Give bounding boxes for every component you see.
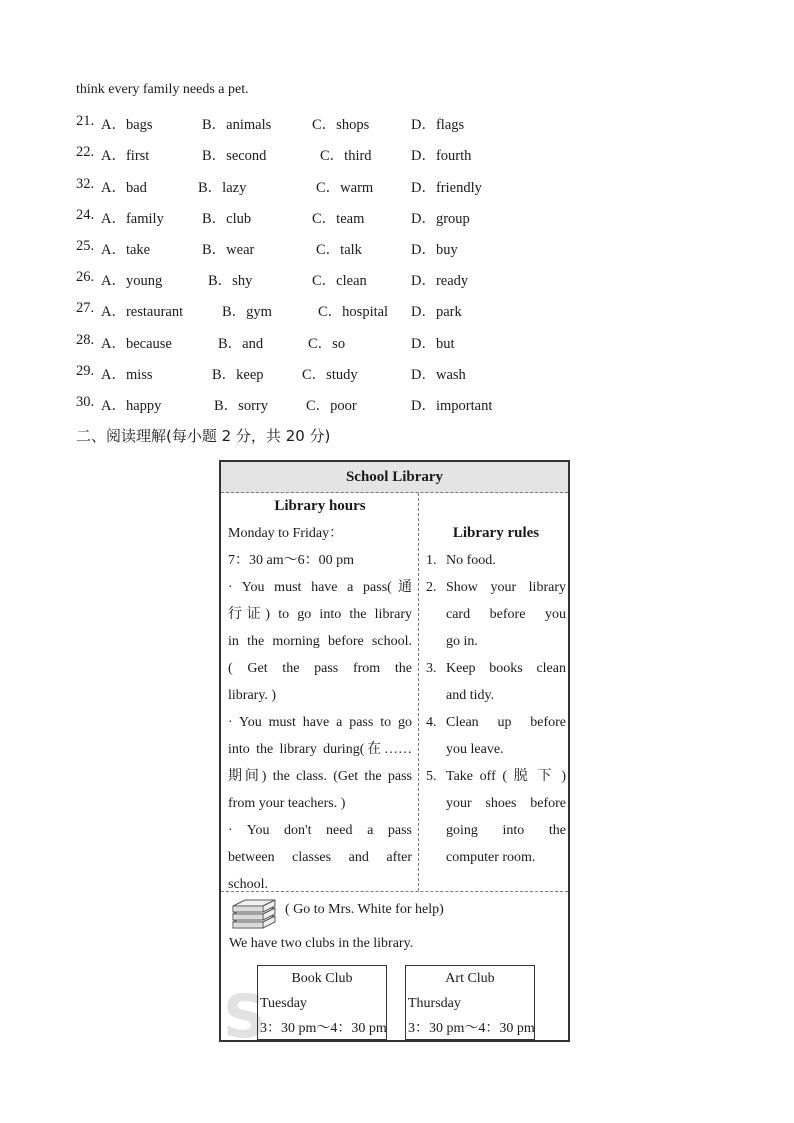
club-name: Art Club (445, 971, 495, 986)
rule-text: computer room. (446, 850, 536, 865)
option-b: B．keep (212, 367, 264, 383)
option-a: A．because (101, 336, 172, 352)
option-b: B．and (218, 336, 264, 352)
rule-line (426, 709, 566, 736)
rule-line (426, 763, 566, 790)
club-name: Book Club (291, 971, 353, 986)
rule-text: Keep books clean (446, 661, 566, 676)
help-row (229, 896, 559, 930)
hours-line: · You don't need a pass (228, 823, 412, 838)
rule-number: 1. (426, 553, 437, 568)
option-b: B．club (202, 211, 252, 227)
option-b: B．lazy (198, 180, 247, 196)
rule-line (426, 682, 566, 709)
option-c: C．warm (316, 180, 374, 196)
book-club-box (257, 965, 387, 1040)
option-c: C．poor (306, 398, 357, 414)
option-c: C．hospital (318, 304, 389, 320)
rule-line (426, 655, 566, 682)
option-d: D．friendly (411, 180, 482, 196)
option-a: A．bags (101, 117, 153, 133)
hours-line: Monday to Friday： (228, 526, 344, 541)
option-d: D．buy (411, 242, 458, 258)
library-notice (219, 460, 570, 1052)
rule-number: 2. (426, 580, 437, 595)
question-number: 28. (76, 332, 95, 348)
rule-text: go in. (446, 634, 478, 649)
hours-line: · You must have a pass to go (228, 715, 412, 730)
rule-text: you leave. (446, 742, 504, 757)
question-number: 21. (76, 113, 95, 129)
question-number: 30. (76, 394, 95, 410)
rule-line (426, 736, 566, 763)
rule-line (426, 817, 566, 844)
watermark-mark: S (223, 982, 267, 1052)
option-b: B．wear (202, 242, 255, 258)
rule-line (426, 547, 566, 574)
question-number: 29. (76, 363, 95, 379)
hours-line: · You must have a pass(通 (228, 580, 412, 595)
option-b: B．gym (222, 304, 272, 320)
rule-text: Show your library (446, 580, 566, 595)
option-a: A．first (101, 148, 150, 164)
books-stack-icon (229, 898, 279, 930)
library-hours-title: Library hours (274, 498, 366, 514)
hours-line: library. ) (228, 688, 277, 703)
club-time: 3：30 pm～4：30 pm (408, 1021, 535, 1036)
option-c: C．talk (316, 242, 362, 258)
option-b: B．sorry (214, 398, 268, 414)
option-d: D．but (411, 336, 455, 352)
rule-line (426, 574, 566, 601)
question-number: 32. (76, 176, 95, 192)
library-rules-column (426, 493, 566, 871)
option-a: A．young (101, 273, 163, 289)
option-a: A．bad (101, 180, 147, 196)
option-d: D．wash (411, 367, 466, 383)
option-d: D．important (411, 398, 493, 414)
hours-line: 行证) to go into the library (228, 607, 412, 622)
option-c: C．team (312, 211, 365, 227)
club-day: Thursday (408, 996, 461, 1011)
option-d: D．flags (411, 117, 465, 133)
hours-line: into the library during(在…… (228, 742, 412, 757)
section-heading: 二、阅读理解(每小题 2 分，共 20 分) (76, 427, 331, 445)
clubs-intro: We have two clubs in the library. (229, 936, 414, 951)
option-d: D．ready (411, 273, 469, 289)
rule-number: 3. (426, 661, 437, 676)
question-number: 26. (76, 269, 95, 285)
question-number: 25. (76, 238, 95, 254)
option-c: C．clean (312, 273, 367, 289)
option-c: C．third (320, 148, 372, 164)
column-divider (418, 493, 419, 891)
option-c: C．study (302, 367, 358, 383)
question-number: 22. (76, 144, 95, 160)
question-number: 24. (76, 207, 95, 223)
art-club-box (405, 965, 535, 1040)
rule-text: Take off ( 脱 下 ) (446, 769, 566, 784)
club-day: Tuesday (260, 996, 307, 1011)
option-d: D．group (411, 211, 470, 227)
option-d: D．fourth (411, 148, 472, 164)
option-a: A．family (101, 211, 164, 227)
rule-text: and tidy. (446, 688, 495, 703)
hours-line: 7：30 am～6：00 pm (228, 553, 354, 568)
help-text: ( Go to Mrs. White for help) (285, 902, 444, 917)
option-a: A．happy (101, 398, 162, 414)
intro-text: think every family needs a pet. (76, 82, 249, 97)
rule-line (426, 844, 566, 871)
rule-text: your shoes before (446, 796, 566, 811)
hours-line: in the morning before school. (228, 634, 412, 649)
option-b: B．shy (208, 273, 253, 289)
hours-line: 期间) the class. (Get the pass (228, 769, 412, 784)
hours-line: school. (228, 877, 269, 892)
rule-line (426, 628, 566, 655)
rule-line (426, 790, 566, 817)
option-b: B．second (202, 148, 267, 164)
option-d: D．park (411, 304, 462, 320)
hours-line: between classes and after (228, 850, 412, 865)
rule-text: card before you (446, 607, 566, 622)
option-b: B．animals (202, 117, 272, 133)
hours-line: ( Get the pass from the (228, 661, 412, 676)
option-c: C．shops (312, 117, 370, 133)
rule-text: No food. (446, 553, 496, 568)
club-time: 3：30 pm～4：30 pm (260, 1021, 387, 1036)
option-a: A．take (101, 242, 151, 258)
rule-text: going into the (446, 823, 566, 838)
question-number: 27. (76, 300, 95, 316)
rule-number: 4. (426, 715, 437, 730)
option-a: A．restaurant (101, 304, 184, 320)
option-c: C．so (308, 336, 346, 352)
notice-title: School Library (221, 462, 568, 493)
hours-line: from your teachers. ) (228, 796, 346, 811)
library-hours-column (228, 493, 412, 898)
library-rules-title: Library rules (452, 525, 540, 541)
rule-text: Clean up before (446, 715, 566, 730)
rule-number: 5. (426, 769, 437, 784)
option-a: A．miss (101, 367, 153, 383)
rule-line (426, 601, 566, 628)
